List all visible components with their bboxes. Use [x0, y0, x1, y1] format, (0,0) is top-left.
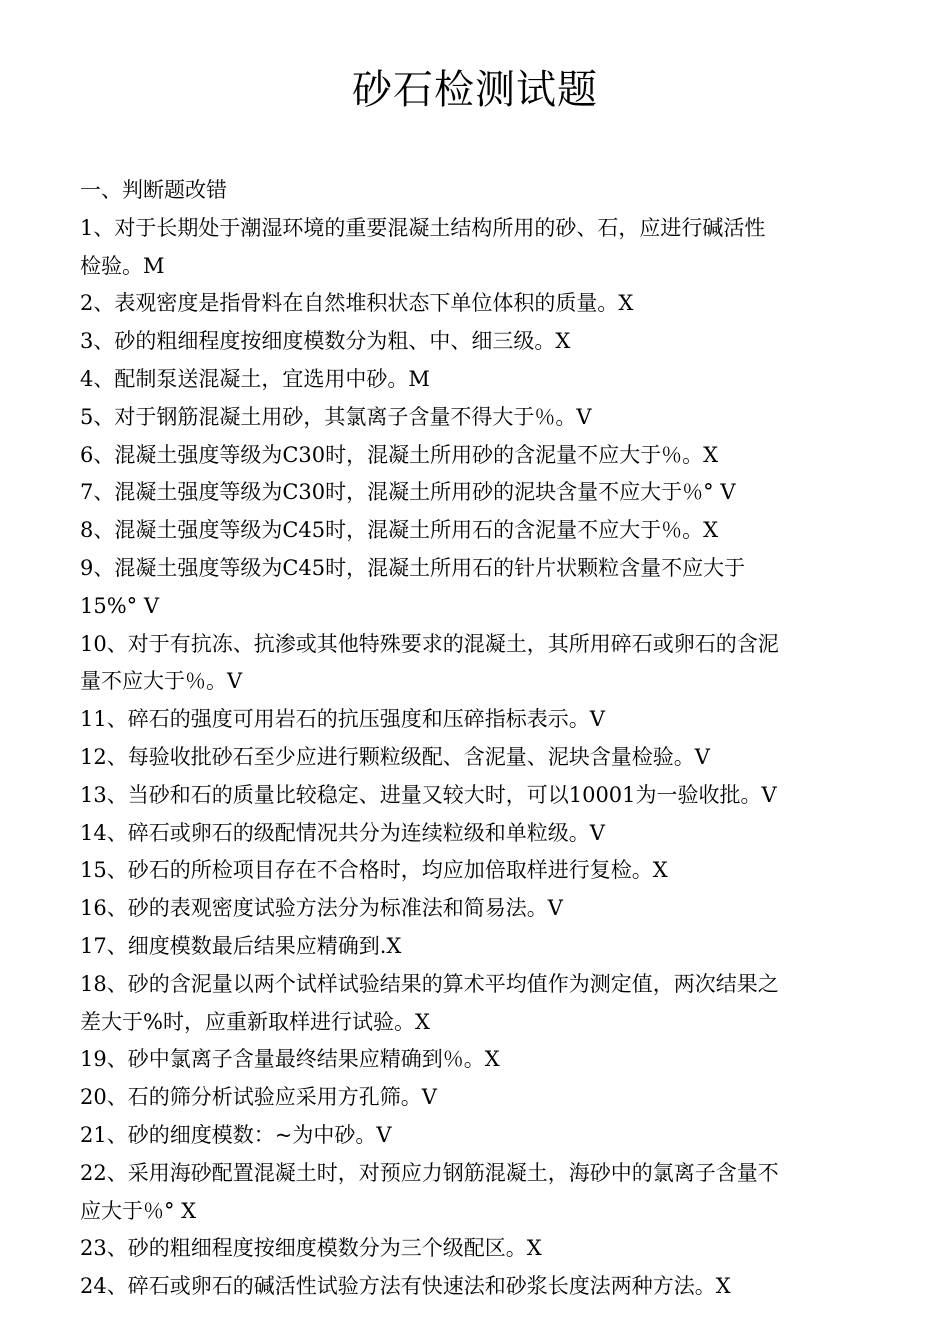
- question-line: 16、砂的表观密度试验方法分为标准法和简易法。V: [80, 896, 563, 921]
- document-body: [80, 172, 880, 1306]
- question-line: 21、砂的细度模数：~为中砂。V: [80, 1122, 392, 1147]
- question-line: 19、砂中氯离子含量最终结果应精确到％。X: [80, 1047, 500, 1072]
- question-line: 24、碎石或卵石的碱活性试验方法有快速法和砂浆长度法两种方法。X: [80, 1274, 731, 1299]
- question-line: 8、混凝土强度等级为C45时，混凝土所用石的含泥量不应大于％。X: [80, 518, 719, 543]
- question-line: 检验。M: [80, 253, 165, 278]
- document-title: 砂石检测试题: [352, 67, 598, 113]
- question-line: 22、采用海砂配置混凝土时，对预应力钢筋混凝土，海砂中的氯离子含量不: [80, 1160, 779, 1185]
- question-line: 15%° V: [80, 593, 160, 618]
- question-line: 23、砂的粗细程度按细度模数分为三个级配区。X: [80, 1236, 542, 1261]
- question-line: 3、砂的粗细程度按细度模数分为粗、中、细三级。X: [80, 329, 571, 354]
- question-line: 14、碎石或卵石的级配情况共分为连续粒级和单粒级。V: [80, 820, 605, 845]
- section-heading: 一、判断题改错: [80, 178, 227, 202]
- question-line: 13、当砂和石的质量比较稳定、进量又较大时，可以10001为一验收批。V: [80, 782, 777, 807]
- question-line: 15、砂石的所检项目存在不合格时，均应加倍取样进行复检。X: [80, 858, 668, 883]
- question-line: 11、碎石的强度可用岩石的抗压强度和压碎指标表示。V: [80, 707, 605, 732]
- question-line: 7、混凝土强度等级为C30时，混凝土所用砂的泥块含量不应大于％° V: [80, 480, 736, 505]
- question-line: 10、对于有抗冻、抗渗或其他特殊要求的混凝土，其所用碎石或卵石的含泥: [80, 631, 779, 656]
- question-line: 9、混凝土强度等级为C45时，混凝土所用石的针片状颗粒含量不应大于: [80, 555, 746, 580]
- question-line: 差大于%时，应重新取样进行试验。X: [80, 1009, 430, 1034]
- question-line: 20、石的筛分析试验应采用方孔筛。V: [80, 1085, 437, 1110]
- question-line: 12、每验收批砂石至少应进行颗粒级配、含泥量、泥块含量检验。V: [80, 744, 710, 769]
- question-line: 应大于％° X: [80, 1198, 197, 1223]
- question-line: 2、表观密度是指骨料在自然堆积状态下单位体积的质量。X: [80, 291, 634, 316]
- question-line: 5、对于钢筋混凝土用砂，其氯离子含量不得大于％。V: [80, 404, 592, 429]
- question-line: 1、对于长期处于潮湿环境的重要混凝土结构所用的砂、石，应进行碱活性: [80, 215, 766, 240]
- question-line: 18、砂的含泥量以两个试样试验结果的算术平均值作为测定值，两次结果之: [80, 971, 779, 996]
- question-line: 4、配制泵送混凝土，宜选用中砂。M: [80, 366, 430, 391]
- question-line: 17、细度模数最后结果应精确到.X: [80, 933, 402, 958]
- question-line: 6、混凝土强度等级为C30时，混凝土所用砂的含泥量不应大于％。X: [80, 442, 719, 467]
- question-line: 量不应大于％。V: [80, 669, 243, 694]
